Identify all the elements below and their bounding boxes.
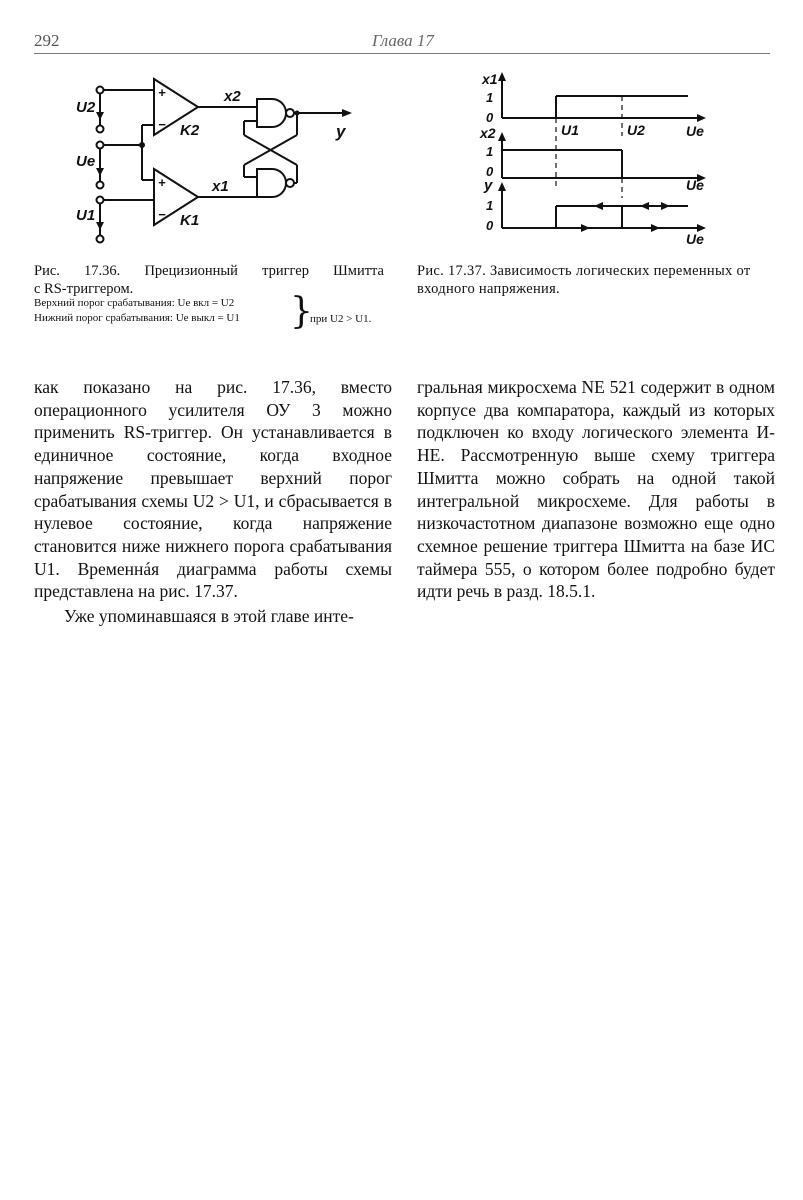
- threshold-condition: при U2 > U1.: [310, 313, 372, 325]
- label-k2: K2: [180, 122, 200, 139]
- label-u2-tick: U2: [627, 122, 645, 138]
- lower-threshold: Нижний порог срабатывания: Ue выкл = U1: [34, 312, 240, 324]
- plus-k1: +: [158, 175, 166, 190]
- label-one-y: 1: [486, 198, 494, 213]
- label-x2: x2: [224, 88, 241, 105]
- label-x2-axis: x2: [480, 125, 496, 141]
- right-paragraph-1: гральная микросхема NE 521 содержит в одном корпусе два компаратора, каждый из которых подключен ко входу логического элемента И-НЕ. Рассмотренную выше схему триггера Шмитта можно собрать на одной такой интегральной микросхеме. Для работы в низкочастотном диапазоне возможно еще одно схемное решение триггера Шмитта на базе ИС таймера 555, о котором более подробно будет идти речь в разд. 18.5.1.: [417, 377, 775, 602]
- label-u1-tick: U1: [561, 122, 579, 138]
- label-zero-x1: 0: [486, 110, 494, 125]
- minus-k2: −: [158, 117, 166, 132]
- label-x1-axis: x1: [482, 71, 498, 87]
- label-x1: x1: [212, 178, 229, 195]
- label-zero-x2: 0: [486, 164, 494, 179]
- left-column: [34, 376, 392, 628]
- label-one-x1: 1: [486, 90, 494, 105]
- right-column: [417, 376, 775, 603]
- label-zero-y: 0: [486, 218, 494, 233]
- label-u1: U1: [76, 207, 96, 224]
- minus-k1: −: [158, 207, 166, 222]
- schmitt-trigger-circuit: [62, 65, 362, 245]
- plus-k2: +: [158, 85, 166, 100]
- label-ue-1: Ue: [686, 123, 704, 139]
- label-k1: K1: [180, 212, 200, 229]
- threshold-conditions: [34, 296, 240, 326]
- label-y-axis: y: [484, 177, 493, 194]
- page-number: 292: [34, 31, 60, 50]
- label-y: y: [336, 122, 346, 141]
- header-rule: [34, 53, 770, 54]
- label-one-x2: 1: [486, 144, 494, 159]
- label-ue: Ue: [76, 153, 96, 170]
- figure-36-caption-line1: Рис. 17.36. Прецизионный триггер Шмитта: [34, 263, 384, 279]
- label-ue-3: Ue: [686, 231, 704, 247]
- logic-diagram: [470, 68, 720, 248]
- chapter-title: Глава 17: [372, 31, 434, 50]
- left-paragraph-1: как показано на рис. 17.36, вместо операционного усилителя ОУ 3 можно применить RS-триггер. Он устанавливается в единичное состояние, когда входное напряжение превышает верхний порог срабатывания схемы U2 > U1, и сбрасывается в нулевое состояние, когда напряжение становится ниже нижнего порога срабатывания U1. Временнáя диаграмма работы схемы представлена на рис. 17.37.: [34, 377, 392, 602]
- left-paragraph-2: Уже упоминавшаяся в этой главе инте-: [64, 606, 354, 627]
- upper-threshold: Верхний порог срабатывания: Ue вкл = U2: [34, 297, 235, 309]
- label-ue-2: Ue: [686, 177, 704, 193]
- brace-icon: }: [290, 291, 313, 332]
- figure-36-caption-line2: с RS-триггером.: [34, 281, 134, 297]
- figure-36-caption: [34, 262, 384, 298]
- label-u2: U2: [76, 99, 96, 116]
- figure-37-caption: Рис. 17.37. Зависимость логических переменных от входного напряжения.: [417, 263, 751, 297]
